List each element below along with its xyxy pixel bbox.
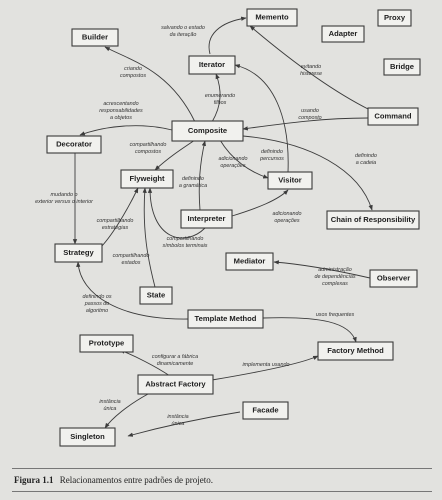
caption-text: Relacionamentos entre padrões de projeto. <box>59 475 213 485</box>
edge-label: instância única <box>99 399 121 412</box>
edge-command-composite <box>243 108 368 129</box>
svg-text:Singleton: Singleton <box>70 432 105 441</box>
svg-text:Facade: Facade <box>252 405 279 415</box>
node-interpreter <box>181 210 232 228</box>
node-composite <box>172 121 243 141</box>
node-observer <box>370 270 417 287</box>
node-template-method <box>188 310 263 328</box>
edge-label: salvando o estado da iteração <box>161 25 205 38</box>
svg-text:Prototype: Prototype <box>88 338 125 348</box>
edge-facade-singleton <box>128 412 240 436</box>
node-strategy <box>55 244 102 262</box>
svg-text:Builder: Builder <box>81 32 109 42</box>
svg-text:Mediator: Mediator <box>233 256 266 266</box>
node-builder <box>72 29 118 46</box>
svg-text:Visitor: Visitor <box>278 175 302 185</box>
edge-interpreter-visitor <box>232 190 302 224</box>
edge-iterator-memento <box>161 18 246 54</box>
node-iterator <box>189 56 235 74</box>
edge-abstract-prototype <box>120 350 198 376</box>
edge-label: definindo percursos <box>260 149 284 162</box>
svg-text:Bridge: Bridge <box>389 62 415 71</box>
node-memento <box>247 9 297 26</box>
caption-rule-bottom <box>12 491 432 492</box>
edge-label: configurar a fábrica dinamicamente <box>151 354 199 367</box>
edge-abstract-factory <box>212 356 318 380</box>
edge-composite-flyweight <box>130 140 195 170</box>
edge-label: compartilhando estados <box>112 253 150 266</box>
svg-text:State: State <box>146 290 166 300</box>
edge-label: evitando histerese <box>300 64 322 77</box>
svg-text:Strategy: Strategy <box>63 248 94 257</box>
node-factory-method <box>318 342 393 360</box>
edge-label: usos frequentes <box>315 312 355 318</box>
svg-text:Adapter: Adapter <box>328 29 358 38</box>
edge-label: implementa usando <box>242 362 290 368</box>
edge-label: compartilhando símbolos terminais <box>162 236 208 249</box>
svg-text:Command: Command <box>374 111 412 121</box>
node-chain-of-responsibility <box>327 211 419 229</box>
edge-decorator-strategy <box>35 152 93 244</box>
edge-label: definindo a gramática <box>178 176 208 189</box>
edge-label: compartilhando compostos <box>129 142 167 155</box>
node-state <box>140 287 172 304</box>
node-facade <box>243 402 288 419</box>
svg-text:Composite: Composite <box>187 126 228 135</box>
edge-label: definindo os passos do algoritmo <box>82 294 112 314</box>
edge-label: administração de dependências complexas <box>314 267 356 287</box>
svg-text:Iterator: Iterator <box>198 60 226 69</box>
edge-interpreter-composite <box>179 141 207 210</box>
svg-text:Factory Method: Factory Method <box>327 346 384 355</box>
edge-composite-iterator <box>205 74 235 122</box>
node-command <box>368 108 418 125</box>
edge-label: definindo a cadeia <box>355 153 377 166</box>
svg-text:Decorator: Decorator <box>56 139 92 149</box>
edge-label: instância única <box>167 414 189 427</box>
node-decorator <box>47 136 101 153</box>
node-mediator <box>226 253 273 270</box>
edge-flyweight-strategy <box>97 188 138 248</box>
node-singleton <box>60 428 115 446</box>
node-prototype <box>80 335 133 352</box>
node-adapter <box>322 26 364 42</box>
caption-figure-number: Figura 1.1 <box>14 475 54 485</box>
edge-observer-mediator <box>274 262 370 287</box>
edge-label: acrescentando responsabilidades a objetos <box>99 101 143 121</box>
edge-label: usando composto <box>298 108 322 121</box>
edge-label: enumerando filhos <box>204 93 236 106</box>
edge-abstract-singleton <box>99 394 148 428</box>
edge-label: adicionando operações <box>272 211 302 224</box>
figure-caption <box>14 475 213 485</box>
svg-text:Abstract Factory: Abstract Factory <box>145 379 206 389</box>
edge-label: mudando o exterior versus o interior <box>35 192 93 205</box>
caption-rule-top <box>12 468 432 469</box>
edge-template-factory <box>263 312 356 342</box>
svg-text:Interpreter: Interpreter <box>187 214 226 223</box>
node-visitor <box>268 172 312 189</box>
svg-text:Proxy: Proxy <box>383 13 406 22</box>
node-bridge <box>384 59 420 75</box>
svg-text:Memento: Memento <box>255 12 289 22</box>
edge-label: compartilhando estratégias <box>96 218 134 231</box>
node-flyweight <box>121 170 173 188</box>
svg-text:Flyweight: Flyweight <box>129 174 165 183</box>
edge-composite-decorator <box>80 101 172 135</box>
edge-flyweight-state <box>113 188 155 287</box>
node-abstract-factory <box>138 375 213 394</box>
svg-text:Template Method: Template Method <box>194 314 257 323</box>
svg-text:Chain of Responsibility: Chain of Responsibility <box>330 215 416 224</box>
node-proxy <box>378 10 411 26</box>
edge-label: criando compostos <box>119 66 147 79</box>
svg-text:Observer: Observer <box>376 273 411 283</box>
edge-label: adicionando operações <box>218 156 248 169</box>
